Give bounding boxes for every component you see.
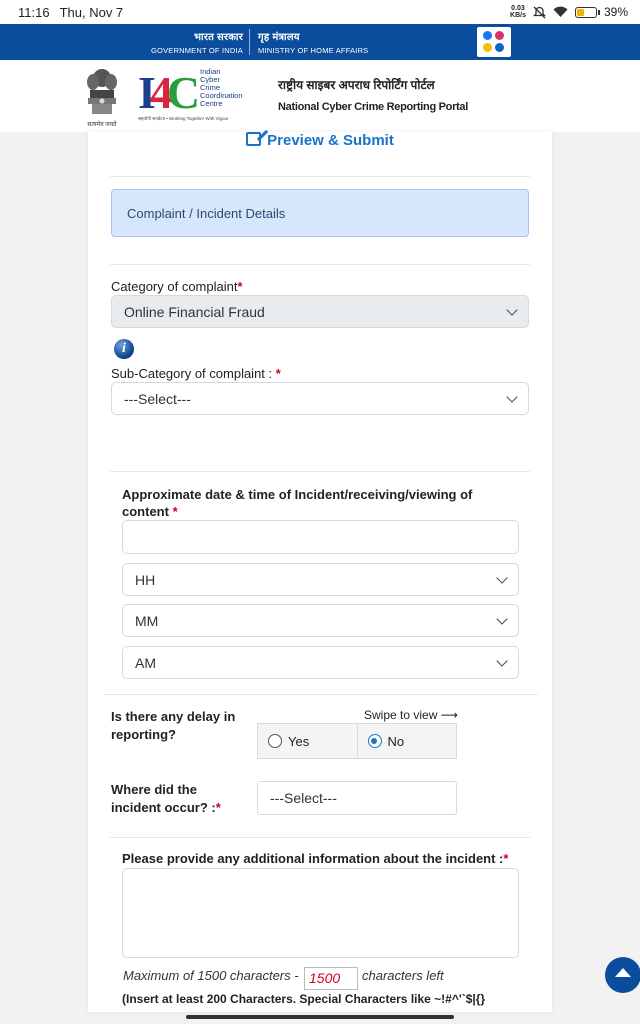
status-time: 11:16	[18, 4, 50, 20]
delay-option-no-label: No	[387, 733, 405, 749]
edit-icon	[246, 132, 261, 146]
linkedin-icon[interactable]	[495, 43, 504, 52]
divider	[110, 471, 530, 472]
divider	[104, 694, 538, 695]
gov-english: GOVERNMENT OF INDIA	[151, 46, 244, 55]
minute-value: MM	[135, 612, 159, 629]
delay-radio-group	[257, 723, 457, 759]
chevron-down-icon	[496, 613, 507, 624]
ampm-value: AM	[135, 654, 156, 671]
additional-info-textarea[interactable]	[122, 868, 519, 958]
battery-percent: 39%	[603, 5, 628, 19]
logo-bar	[0, 60, 640, 132]
where-label-text: Where did the incident occur? :	[111, 782, 216, 815]
government-header	[0, 24, 640, 60]
insert-note: (Insert at least 200 Characters. Special Characters like ~!#^'`$|{}	[122, 992, 486, 1006]
instagram-icon[interactable]	[495, 31, 504, 40]
preview-submit-link[interactable]	[88, 132, 552, 154]
section-header: Complaint / Incident Details	[111, 189, 529, 237]
national-emblem	[84, 66, 120, 128]
portal-title	[278, 76, 468, 113]
complaint-form-card	[88, 132, 552, 1012]
emblem-caption: सत्यमेव जयते	[87, 122, 117, 128]
radio-button-selected[interactable]	[368, 734, 382, 748]
chevron-down-icon	[506, 304, 517, 315]
hour-select[interactable]	[122, 563, 519, 596]
gesture-home-bar[interactable]	[186, 1015, 454, 1019]
delay-option-no[interactable]	[357, 724, 457, 758]
category-select[interactable]	[111, 295, 529, 328]
required-mark: *	[275, 366, 281, 381]
incident-date-input[interactable]	[122, 520, 519, 554]
i4c-logo[interactable]	[138, 66, 258, 126]
info-icon[interactable]: i	[114, 339, 134, 359]
i4c-word: Cyber	[200, 75, 221, 84]
i4c-word: Crime	[200, 83, 220, 92]
network-speed-unit: KB/s	[510, 12, 526, 19]
portal-title-english: National Cyber Crime Reporting Portal	[278, 101, 468, 113]
required-mark: *	[215, 800, 221, 815]
subcategory-label	[111, 366, 281, 381]
ampm-select[interactable]	[122, 646, 519, 679]
i4c-tagline: सहयोगी सतर्कता • Working Together With Vigour	[138, 116, 229, 121]
subcategory-value: ---Select---	[124, 390, 191, 407]
government-of-india[interactable]	[146, 29, 250, 55]
battery-fill	[577, 9, 584, 16]
social-links	[477, 27, 511, 57]
additional-info-label-text: Please provide any additional information about the incident :	[122, 851, 504, 866]
delay-option-yes-label: Yes	[288, 733, 310, 749]
wifi-icon	[553, 6, 568, 18]
scroll-to-top-button[interactable]	[605, 957, 640, 993]
preview-submit-label: Preview & Submit	[267, 132, 394, 149]
chevron-down-icon	[506, 391, 517, 402]
incident-location-select[interactable]	[257, 781, 457, 815]
status-date: Thu, Nov 7	[59, 4, 124, 20]
radio-button[interactable]	[268, 734, 282, 748]
category-label-text: Category of complaint	[111, 279, 238, 294]
network-speed-value: 0.03	[511, 5, 525, 12]
arrow-right-icon: ⟶	[440, 708, 458, 722]
gov-hindi: भारत सरकार	[194, 32, 244, 43]
chevron-down-icon	[496, 655, 507, 666]
divider	[110, 837, 530, 838]
minute-select[interactable]	[122, 604, 519, 637]
ministry-hindi: गृह मंत्रालय	[258, 32, 300, 43]
divider	[110, 264, 530, 265]
datetime-label	[122, 486, 492, 520]
chevron-down-icon	[496, 572, 507, 583]
status-bar	[0, 0, 640, 24]
facebook-icon[interactable]	[483, 31, 492, 40]
network-speed	[510, 5, 526, 19]
subcategory-label-text: Sub-Category of complaint :	[111, 366, 273, 381]
i4c-letters: I4C	[138, 67, 195, 118]
max-chars-prefix: Maximum of 1500 characters -	[123, 968, 299, 983]
battery-icon	[575, 7, 597, 18]
chars-left-counter: 1500	[304, 967, 358, 990]
required-mark: *	[172, 504, 178, 519]
category-value: Online Financial Fraud	[124, 303, 265, 320]
additional-info-label	[122, 851, 508, 866]
i4c-full-name	[200, 68, 243, 108]
portal-title-hindi: राष्ट्रीय साइबर अपराध रिपोर्टिंग पोर्टल	[278, 78, 435, 92]
i4c-word: Centre	[200, 99, 223, 108]
hour-value: HH	[135, 571, 156, 588]
ashoka-emblem-icon	[84, 66, 120, 118]
i4c-word: Indian	[200, 67, 221, 76]
required-mark: *	[237, 279, 243, 294]
divider	[110, 176, 530, 177]
i4c-word: Coordination	[200, 91, 243, 100]
swipe-hint	[364, 708, 458, 722]
datetime-label-text: Approximate date & time of Incident/receiving/viewing of content	[122, 487, 473, 519]
swipe-hint-text: Swipe to view	[364, 708, 438, 722]
required-mark: *	[503, 851, 509, 866]
ministry-home-affairs[interactable]	[250, 29, 373, 55]
status-right	[510, 5, 628, 19]
where-value: ---Select---	[270, 790, 337, 806]
mute-icon	[533, 6, 546, 19]
koo-icon[interactable]	[483, 43, 492, 52]
chars-left-suffix: characters left	[362, 968, 444, 983]
category-label	[111, 279, 243, 294]
delay-option-yes[interactable]	[258, 724, 357, 758]
ministry-english: MINISTRY OF HOME AFFAIRS	[258, 46, 369, 55]
subcategory-select[interactable]	[111, 382, 529, 415]
where-label	[111, 781, 231, 817]
delay-label: Is there any delay in reporting?	[111, 709, 236, 742]
